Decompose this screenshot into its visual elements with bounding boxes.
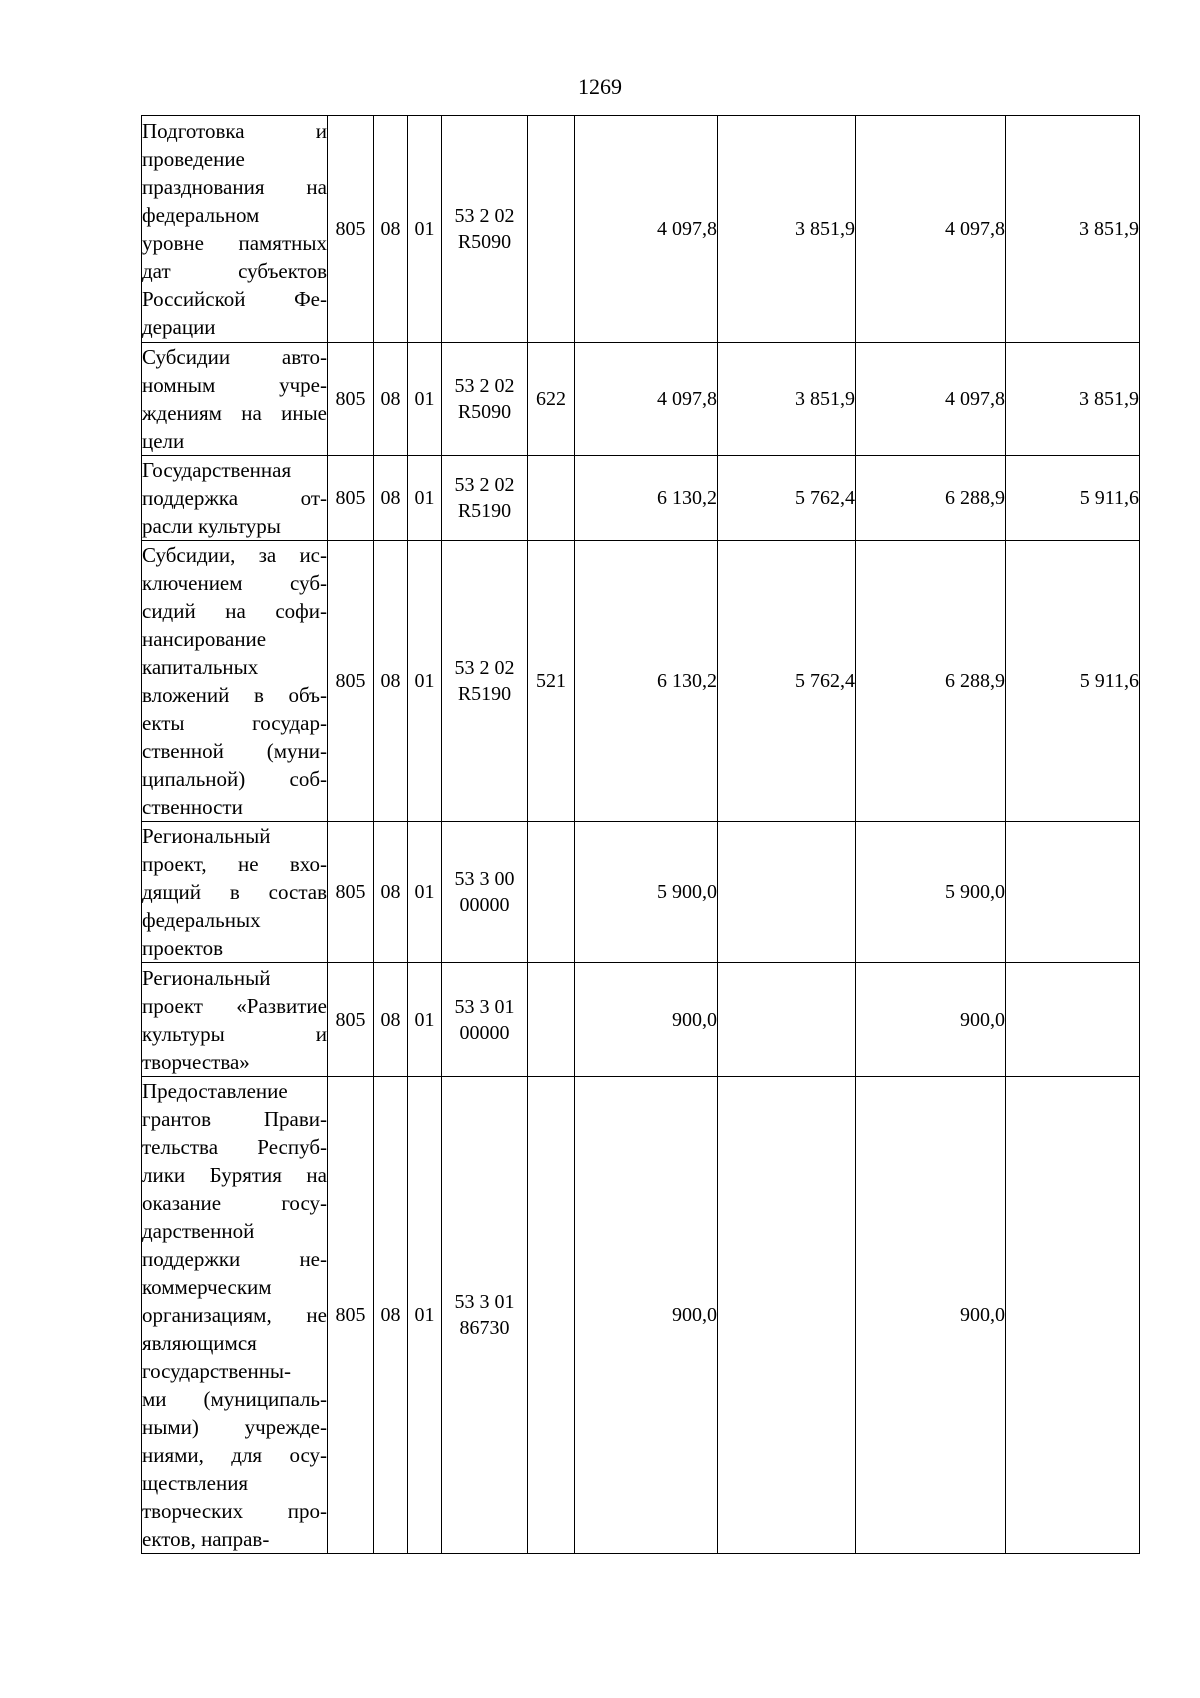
expense-type-code	[528, 822, 575, 963]
target-article-code-line: 53 3 01	[454, 995, 515, 1018]
ministry-code: 805	[328, 1077, 374, 1554]
target-article-code-line: 86730	[459, 1317, 510, 1339]
amount-cell: 900,0	[856, 1077, 1006, 1554]
section-code: 08	[374, 456, 408, 541]
row-name-line: ственности	[142, 795, 243, 819]
subsection-code: 01	[408, 541, 442, 822]
row-name-line: ектов, направ-	[142, 1527, 270, 1551]
row-name-line: грантов Прави-	[142, 1107, 327, 1131]
ministry-code: 805	[328, 116, 374, 343]
section-code: 08	[374, 1077, 408, 1554]
subsection-code: 01	[408, 1077, 442, 1554]
subsection-code: 01	[408, 116, 442, 343]
amount-cell: 900,0	[856, 963, 1006, 1077]
amount-cell	[718, 822, 856, 963]
table-row	[142, 541, 1140, 822]
row-name-line: Региональный	[142, 965, 271, 990]
amount-cell	[1006, 1077, 1140, 1554]
row-name	[142, 456, 328, 541]
amount-cell: 4 097,8	[856, 116, 1006, 343]
amount-cell	[718, 1077, 856, 1554]
row-name-line: капитальных	[142, 655, 259, 679]
row-name-line: Региональный	[142, 824, 271, 848]
row-name-line: федеральных	[142, 908, 261, 932]
ministry-code: 805	[328, 456, 374, 541]
expense-type-code	[528, 456, 575, 541]
target-article-code	[442, 822, 528, 963]
table-row	[142, 963, 1140, 1077]
target-article-code-line: 53 2 02	[454, 474, 515, 496]
amount-cell: 6 130,2	[575, 541, 718, 822]
ministry-code: 805	[328, 343, 374, 456]
row-name-line: проект «Развитие	[142, 993, 327, 1018]
row-name	[142, 541, 328, 822]
subsection-code: 01	[408, 456, 442, 541]
table-row	[142, 822, 1140, 963]
target-article-code-line: R5090	[457, 401, 512, 423]
amount-cell: 4 097,8	[575, 343, 718, 456]
row-name-line: лики Бурятия на	[142, 1163, 327, 1187]
row-name-line: номным учре-	[142, 373, 327, 397]
target-article-code-line: R5190	[457, 683, 512, 705]
expense-type-code: 622	[528, 343, 575, 456]
row-name-line: уровне памятных	[142, 231, 327, 255]
expense-type-code	[528, 116, 575, 343]
amount-cell	[1006, 822, 1140, 963]
row-name-line: Субсидии авто-	[142, 345, 327, 369]
row-name	[142, 963, 328, 1077]
row-name-line: тельства Респуб-	[142, 1135, 327, 1159]
row-name-line: федеральном	[142, 203, 260, 227]
row-name-line: поддержка от-	[142, 486, 327, 510]
expense-type-code: 521	[528, 541, 575, 822]
target-article-code-line: 53 2 02	[454, 375, 515, 397]
row-name-line: празднования на	[142, 175, 327, 199]
amount-cell: 6 288,9	[856, 456, 1006, 541]
row-name-line: ными) учрежде-	[142, 1415, 327, 1439]
amount-cell: 5 900,0	[575, 822, 718, 963]
row-name	[142, 822, 328, 963]
expense-type-code	[528, 1077, 575, 1554]
row-name-line: цели	[142, 429, 185, 453]
row-name-line: проектов	[142, 936, 224, 960]
row-name	[142, 343, 328, 456]
target-article-code-line: 53 2 02	[454, 657, 515, 679]
amount-cell: 4 097,8	[575, 116, 718, 343]
amount-cell: 6 130,2	[575, 456, 718, 541]
ministry-code: 805	[328, 963, 374, 1077]
target-article-code	[442, 1077, 528, 1554]
row-name	[142, 116, 328, 343]
budget-table	[141, 115, 1140, 1554]
target-article-code	[442, 116, 528, 343]
row-name-line: сидий на софи-	[142, 599, 327, 623]
page-number: 1269	[578, 74, 622, 99]
row-name-line: Предоставление	[142, 1079, 288, 1103]
row-name-line: Подготовка и	[142, 119, 327, 143]
row-name-line: расли культуры	[142, 514, 281, 538]
row-name-line: государственны-	[142, 1359, 292, 1383]
table-body	[142, 116, 1140, 1554]
row-name-line: культуры и	[142, 1021, 327, 1046]
table-row	[142, 456, 1140, 541]
target-article-code-line: R5190	[457, 500, 512, 522]
section-code: 08	[374, 963, 408, 1077]
ministry-code: 805	[328, 541, 374, 822]
row-name-line: дерации	[142, 315, 216, 339]
target-article-code-line: R5090	[457, 231, 512, 253]
row-name-line: дящий в состав	[142, 880, 327, 904]
expense-type-code	[528, 963, 575, 1077]
row-name-line: организациям, не	[142, 1303, 327, 1327]
row-name-line: екты государ-	[142, 711, 327, 735]
ministry-code: 805	[328, 822, 374, 963]
amount-cell: 4 097,8	[856, 343, 1006, 456]
row-name-line: Российской Фе-	[142, 287, 327, 311]
subsection-code: 01	[408, 963, 442, 1077]
subsection-code: 01	[408, 822, 442, 963]
target-article-code	[442, 541, 528, 822]
subsection-code: 01	[408, 343, 442, 456]
target-article-code-line: 00000	[459, 894, 510, 916]
amount-cell	[718, 963, 856, 1077]
amount-cell	[1006, 963, 1140, 1077]
row-name-line: ждениям на иные	[142, 401, 327, 425]
row-name-line: коммерческим	[142, 1275, 272, 1299]
row-name-line: дарственной	[142, 1219, 255, 1243]
section-code: 08	[374, 343, 408, 456]
row-name-line: нансирование	[142, 627, 267, 651]
row-name	[142, 1077, 328, 1554]
table-row	[142, 1077, 1140, 1554]
target-article-code-line: 00000	[459, 1021, 510, 1044]
target-article-code-line: 53 3 01	[454, 1291, 515, 1313]
amount-cell: 3 851,9	[1006, 116, 1140, 343]
table-row	[142, 343, 1140, 456]
row-name-line: оказание госу-	[142, 1191, 327, 1215]
row-name-line: вложений в объ-	[142, 683, 327, 707]
row-name-line: дат субъектов	[142, 259, 327, 283]
amount-cell: 5 911,6	[1006, 456, 1140, 541]
row-name-line: ниями, для осу-	[142, 1443, 327, 1467]
target-article-code-line: 53 3 00	[454, 868, 515, 890]
amount-cell: 5 900,0	[856, 822, 1006, 963]
target-article-code	[442, 343, 528, 456]
section-code: 08	[374, 541, 408, 822]
amount-cell: 6 288,9	[856, 541, 1006, 822]
row-name-line: ственной (муни-	[142, 739, 327, 763]
row-name-line: ключением суб-	[142, 571, 327, 595]
amount-cell: 5 762,4	[718, 541, 856, 822]
table-row	[142, 116, 1140, 343]
row-name-line: являющимся	[142, 1331, 257, 1355]
amount-cell: 3 851,9	[718, 116, 856, 343]
row-name-line: Государственная	[142, 458, 292, 482]
row-name-line: творческих про-	[142, 1499, 327, 1523]
amount-cell: 3 851,9	[1006, 343, 1140, 456]
row-name-line: Субсидии, за ис-	[142, 543, 327, 567]
amount-cell: 5 762,4	[718, 456, 856, 541]
amount-cell: 900,0	[575, 1077, 718, 1554]
target-article-code	[442, 456, 528, 541]
row-name-line: проект, не вхо-	[142, 852, 327, 876]
section-code: 08	[374, 822, 408, 963]
row-name-line: ществления	[142, 1471, 249, 1495]
row-name-line: проведение	[142, 147, 245, 171]
target-article-code	[442, 963, 528, 1077]
amount-cell: 3 851,9	[718, 343, 856, 456]
row-name-line: творчества»	[142, 1049, 250, 1074]
amount-cell: 900,0	[575, 963, 718, 1077]
section-code: 08	[374, 116, 408, 343]
row-name-line: поддержки не-	[142, 1247, 327, 1271]
target-article-code-line: 53 2 02	[454, 205, 515, 227]
row-name-line: ципальной) соб-	[142, 767, 327, 791]
row-name-line: ми (муниципаль-	[142, 1387, 327, 1411]
amount-cell: 5 911,6	[1006, 541, 1140, 822]
